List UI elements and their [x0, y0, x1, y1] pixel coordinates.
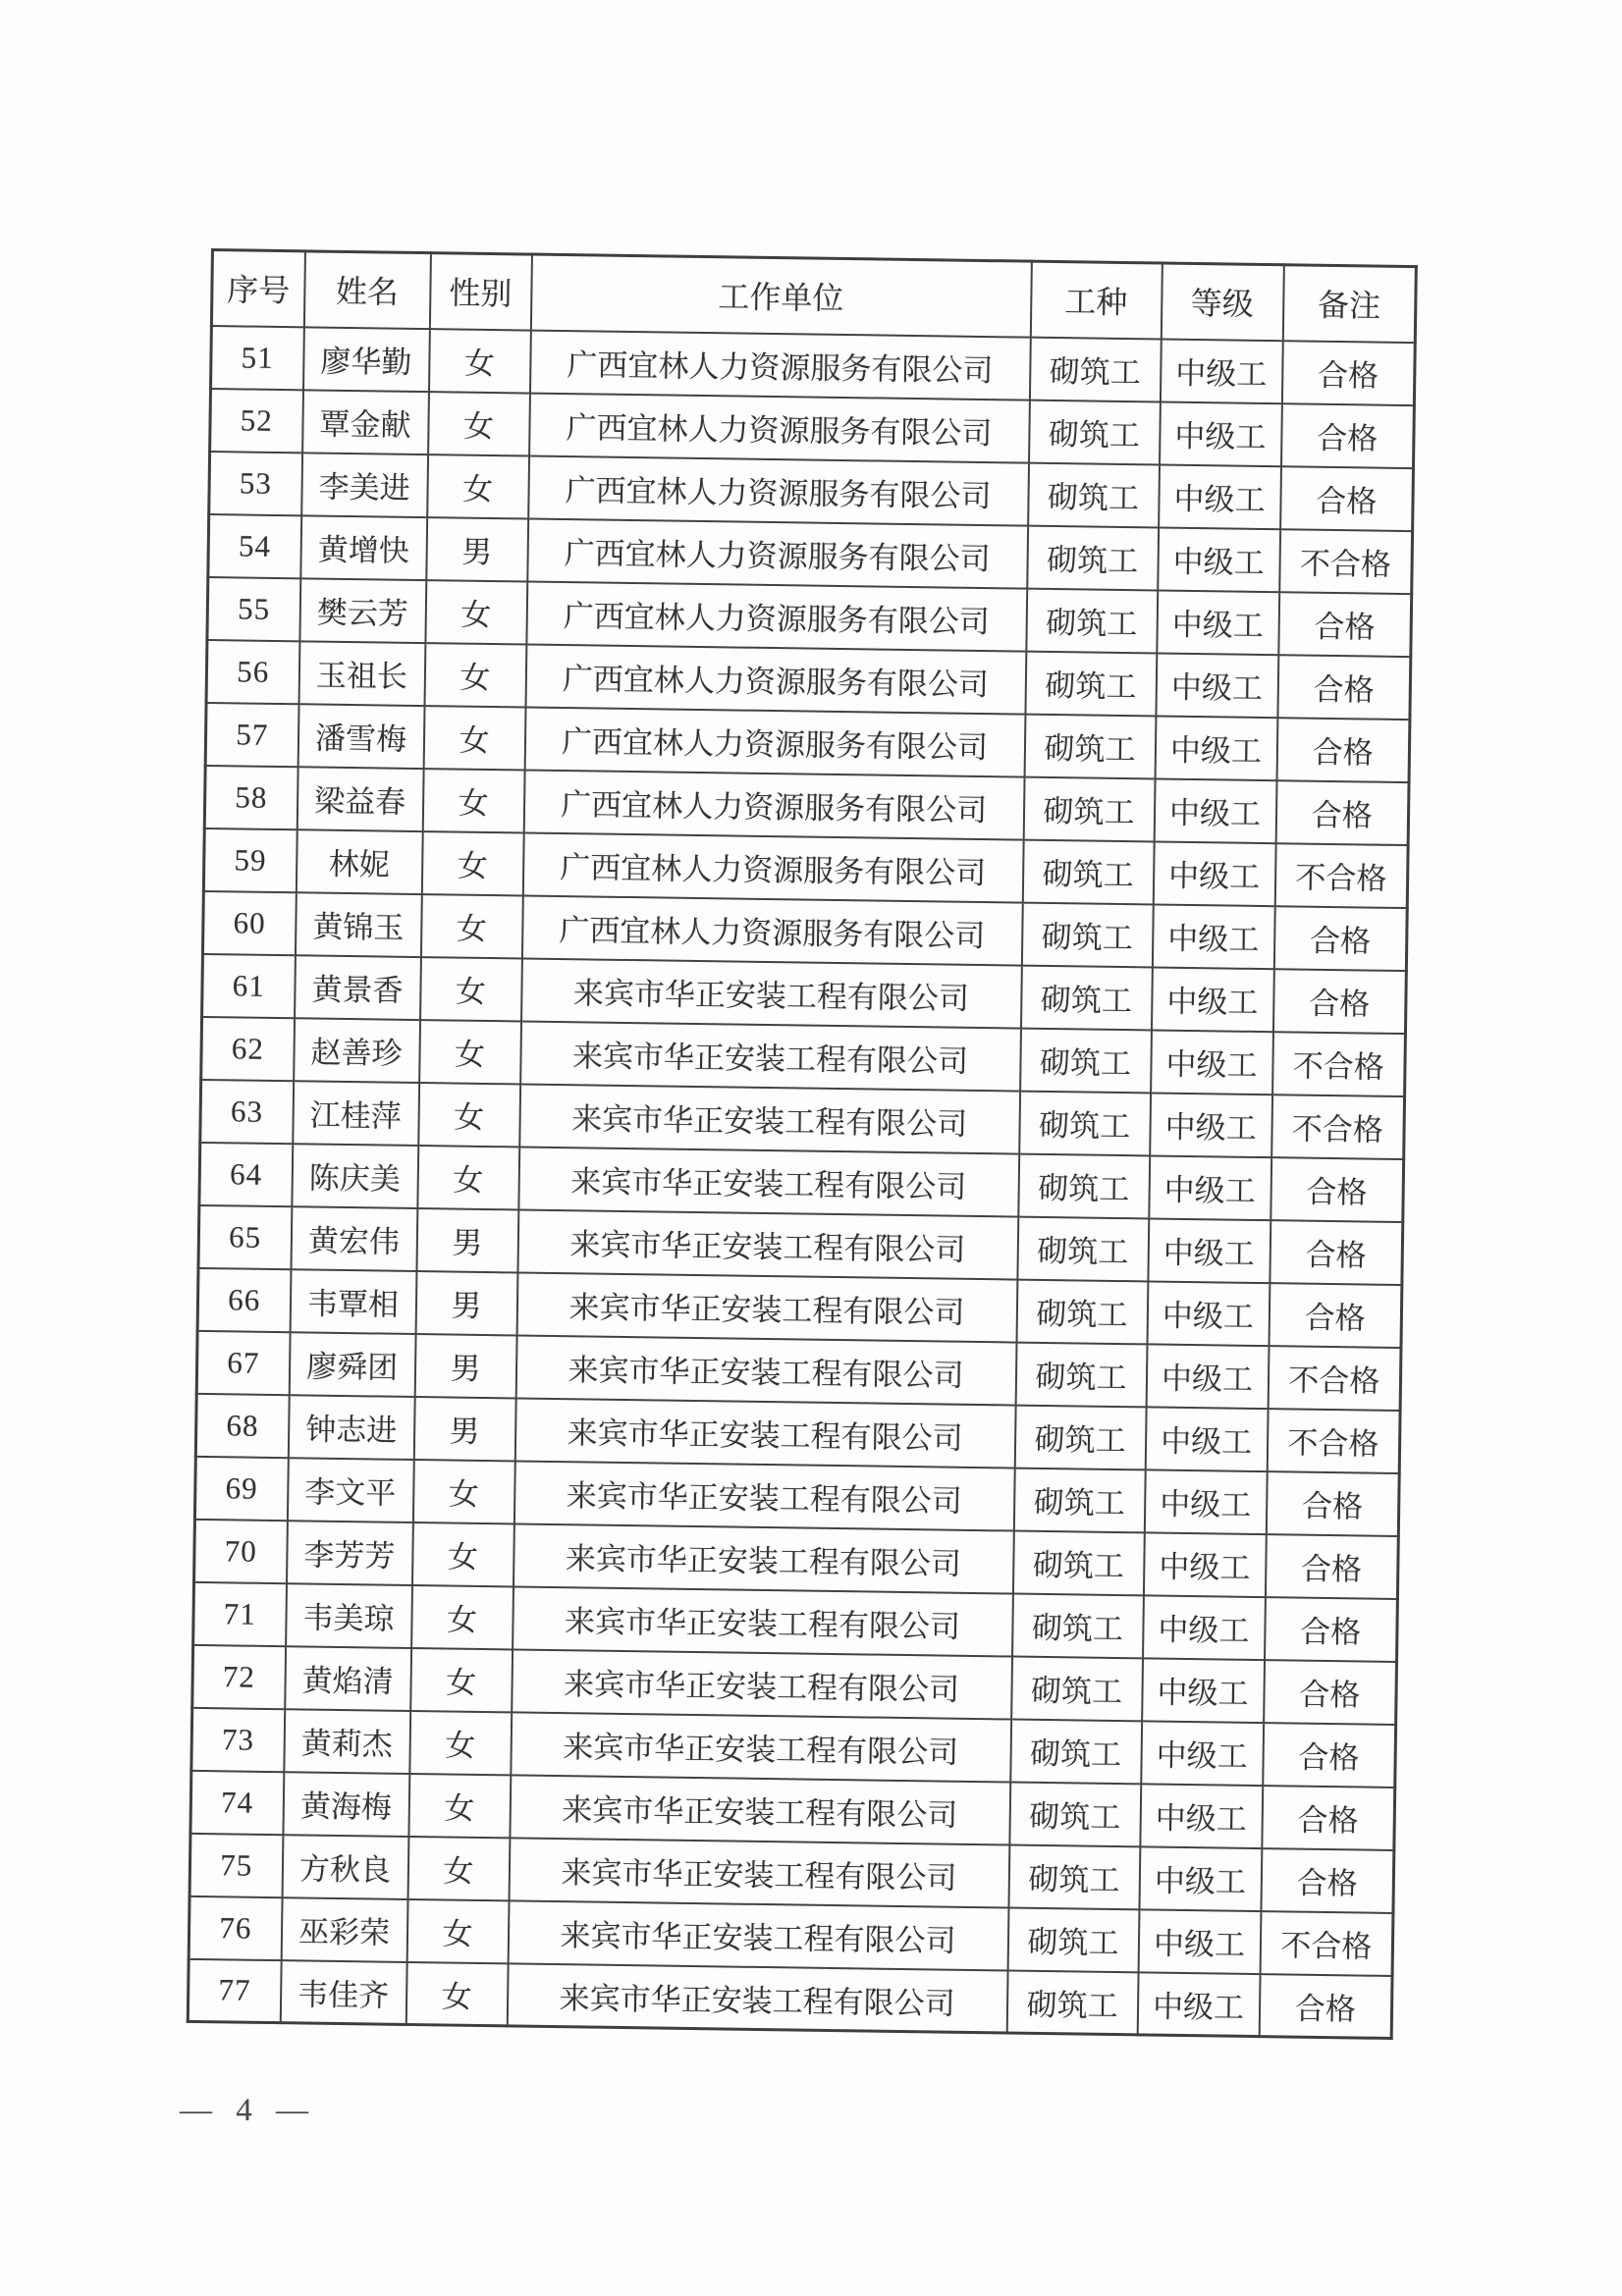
cell-remark: 合格	[1281, 341, 1415, 405]
cell-work-unit: 广西宜林人力资源服务有限公司	[521, 895, 1022, 965]
cell-trade: 砌筑工	[1018, 1153, 1150, 1218]
cell-trade: 砌筑工	[1009, 1782, 1141, 1846]
cell-trade: 砌筑工	[1012, 1530, 1144, 1595]
cell-name: 方秋良	[282, 1835, 408, 1899]
cell-index: 75	[189, 1833, 283, 1896]
cell-gender: 女	[412, 1522, 514, 1585]
cell-grade: 中级工	[1146, 1344, 1269, 1409]
cell-grade: 中级工	[1143, 1532, 1266, 1597]
cell-grade: 中级工	[1160, 401, 1282, 466]
cell-work-unit: 广西宜林人力资源服务有限公司	[529, 330, 1030, 400]
cell-trade: 砌筑工	[1012, 1593, 1144, 1658]
cell-name: 韦覃相	[290, 1269, 416, 1334]
cell-name: 韦佳齐	[280, 1960, 406, 2025]
cell-trade: 砌筑工	[1010, 1719, 1142, 1784]
cell-gender: 男	[415, 1271, 517, 1335]
cell-trade: 砌筑工	[1029, 337, 1161, 401]
cell-trade: 砌筑工	[1019, 1091, 1151, 1155]
cell-index: 73	[191, 1707, 285, 1771]
cell-trade: 砌筑工	[1007, 1907, 1139, 1972]
cell-work-unit: 来宾市华正安装工程有限公司	[511, 1712, 1011, 1782]
cell-trade: 砌筑工	[1026, 588, 1158, 653]
cell-remark: 合格	[1263, 1723, 1396, 1788]
cell-index: 60	[202, 890, 296, 954]
cell-name: 黄增快	[300, 515, 427, 580]
cell-remark: 合格	[1269, 1283, 1402, 1348]
cell-index: 53	[209, 452, 302, 515]
cell-index: 68	[195, 1393, 289, 1457]
cell-index: 57	[205, 702, 298, 766]
cell-name: 覃金献	[302, 390, 429, 454]
cell-grade: 中级工	[1149, 1155, 1271, 1220]
cell-work-unit: 广西宜林人力资源服务有限公司	[529, 393, 1030, 462]
cell-index: 58	[204, 765, 297, 828]
col-header-name: 姓名	[303, 251, 430, 329]
cell-trade: 砌筑工	[1025, 651, 1157, 716]
cell-trade: 砌筑工	[1022, 839, 1154, 904]
cell-gender: 女	[425, 580, 527, 644]
cell-work-unit: 广西宜林人力资源服务有限公司	[522, 832, 1023, 902]
cell-index: 76	[189, 1896, 282, 1959]
results-table	[187, 248, 1418, 2040]
cell-remark: 合格	[1275, 780, 1409, 845]
cell-grade: 中级工	[1158, 527, 1280, 592]
cell-name: 黄锦玉	[295, 892, 421, 957]
cell-remark: 合格	[1266, 1471, 1399, 1536]
cell-remark: 合格	[1262, 1786, 1395, 1850]
cell-work-unit: 来宾市华正安装工程有限公司	[519, 1084, 1020, 1153]
cell-work-unit: 来宾市华正安装工程有限公司	[516, 1272, 1017, 1342]
cell-index: 56	[206, 639, 299, 703]
cell-name: 巫彩荣	[281, 1897, 407, 1962]
cell-index: 64	[199, 1142, 293, 1205]
cell-index: 77	[188, 1958, 281, 2022]
cell-index: 66	[197, 1267, 291, 1331]
cell-gender: 女	[419, 1020, 521, 1084]
cell-gender: 男	[426, 517, 528, 581]
cell-name: 李文平	[287, 1458, 413, 1522]
cell-remark: 合格	[1272, 969, 1406, 1034]
cell-work-unit: 来宾市华正安装工程有限公司	[508, 1900, 1008, 1970]
cell-remark: 不合格	[1271, 1095, 1405, 1159]
cell-trade: 砌筑工	[1020, 1028, 1152, 1093]
cell-index: 54	[208, 513, 301, 577]
cell-gender: 女	[418, 1083, 520, 1147]
cell-index: 55	[207, 576, 300, 640]
cell-index: 72	[192, 1644, 286, 1708]
cell-grade: 中级工	[1160, 339, 1282, 403]
cell-grade: 中级工	[1144, 1469, 1267, 1534]
cell-remark: 合格	[1276, 718, 1410, 782]
cell-gender: 女	[410, 1647, 513, 1711]
cell-index: 65	[198, 1204, 292, 1268]
cell-trade: 砌筑工	[1015, 1342, 1147, 1407]
cell-name: 黄焰清	[285, 1646, 411, 1711]
cell-work-unit: 广西宜林人力资源服务有限公司	[526, 581, 1027, 651]
cell-gender: 女	[408, 1773, 511, 1837]
cell-remark: 合格	[1259, 1974, 1392, 2039]
cell-name: 江桂萍	[293, 1081, 419, 1146]
page-number: — 4 —	[180, 2093, 311, 2128]
cell-gender: 女	[411, 1584, 514, 1648]
cell-trade: 砌筑工	[1006, 1970, 1138, 2035]
cell-trade: 砌筑工	[1023, 776, 1155, 841]
col-header-gender: 性别	[429, 253, 531, 330]
cell-gender: 男	[416, 1208, 518, 1272]
cell-grade: 中级工	[1152, 904, 1274, 969]
col-header-remark: 备注	[1282, 265, 1416, 343]
cell-index: 69	[194, 1456, 288, 1520]
cell-work-unit: 来宾市华正安装工程有限公司	[509, 1838, 1009, 1907]
cell-remark: 合格	[1278, 592, 1412, 657]
cell-gender: 女	[407, 1836, 510, 1899]
cell-trade: 砌筑工	[1008, 1844, 1140, 1909]
cell-grade: 中级工	[1157, 590, 1279, 655]
cell-name: 林妮	[296, 829, 422, 894]
cell-trade: 砌筑工	[1024, 714, 1156, 778]
cell-name: 潘雪梅	[297, 704, 424, 769]
cell-trade: 砌筑工	[1020, 965, 1152, 1030]
cell-trade: 砌筑工	[1016, 1279, 1148, 1344]
cell-remark: 不合格	[1279, 529, 1413, 594]
cell-work-unit: 来宾市华正安装工程有限公司	[514, 1398, 1015, 1468]
cell-name: 黄景香	[295, 955, 421, 1020]
cell-index: 74	[190, 1770, 284, 1834]
col-header-work-unit: 工作单位	[530, 254, 1031, 337]
cell-name: 赵善珍	[294, 1018, 420, 1083]
cell-remark: 不合格	[1268, 1346, 1401, 1411]
cell-gender: 女	[406, 1898, 509, 1962]
cell-remark: 合格	[1265, 1534, 1398, 1599]
cell-work-unit: 广西宜林人力资源服务有限公司	[527, 518, 1028, 588]
cell-grade: 中级工	[1148, 1218, 1271, 1283]
cell-gender: 女	[428, 329, 530, 393]
cell-grade: 中级工	[1151, 1030, 1273, 1095]
cell-grade: 中级工	[1156, 653, 1278, 718]
cell-grade: 中级工	[1137, 1972, 1260, 2037]
cell-index: 61	[202, 953, 296, 1017]
cell-trade: 砌筑工	[1028, 462, 1160, 527]
cell-remark: 不合格	[1272, 1032, 1406, 1096]
cell-name: 韦美琼	[286, 1583, 412, 1648]
cell-gender: 男	[414, 1334, 516, 1398]
cell-work-unit: 广西宜林人力资源服务有限公司	[528, 455, 1029, 525]
cell-grade: 中级工	[1141, 1721, 1264, 1786]
cell-name: 黄海梅	[283, 1772, 409, 1837]
cell-trade: 砌筑工	[1029, 400, 1161, 464]
cell-grade: 中级工	[1142, 1658, 1265, 1723]
cell-name: 廖华勤	[303, 327, 430, 392]
cell-work-unit: 来宾市华正安装工程有限公司	[514, 1523, 1014, 1593]
cell-name: 黄宏伟	[291, 1206, 417, 1271]
cell-gender: 女	[406, 1961, 508, 2025]
cell-work-unit: 来宾市华正安装工程有限公司	[510, 1775, 1010, 1844]
cell-remark: 合格	[1280, 466, 1414, 531]
cell-work-unit: 来宾市华正安装工程有限公司	[517, 1209, 1018, 1279]
cell-name: 玉祖长	[298, 641, 425, 706]
cell-index: 63	[200, 1079, 294, 1143]
cell-remark: 不合格	[1274, 843, 1408, 908]
cell-gender: 女	[412, 1460, 514, 1523]
cell-remark: 合格	[1265, 1597, 1398, 1662]
cell-remark: 不合格	[1260, 1911, 1393, 1976]
cell-remark: 合格	[1264, 1660, 1397, 1725]
cell-name: 李芳芳	[287, 1521, 413, 1585]
cell-gender: 男	[413, 1397, 515, 1461]
cell-trade: 砌筑工	[1027, 525, 1159, 590]
cell-trade: 砌筑工	[1011, 1656, 1143, 1721]
cell-work-unit: 来宾市华正安装工程有限公司	[515, 1335, 1016, 1405]
cell-grade: 中级工	[1154, 778, 1276, 843]
cell-work-unit: 广西宜林人力资源服务有限公司	[524, 707, 1025, 776]
cell-trade: 砌筑工	[1021, 902, 1153, 967]
cell-name: 钟志进	[288, 1395, 414, 1460]
cell-grade: 中级工	[1155, 716, 1277, 780]
cell-index: 70	[194, 1519, 288, 1582]
cell-remark: 合格	[1261, 1848, 1394, 1913]
cell-index: 59	[203, 828, 297, 891]
cell-index: 51	[211, 326, 304, 390]
col-header-grade: 等级	[1161, 263, 1283, 341]
cell-index: 71	[193, 1581, 287, 1645]
cell-name: 李美进	[301, 453, 428, 517]
cell-gender: 女	[420, 894, 522, 958]
cell-work-unit: 来宾市华正安装工程有限公司	[507, 1963, 1007, 2033]
col-header-index: 序号	[211, 250, 304, 327]
cell-index: 52	[210, 389, 303, 453]
cell-gender: 女	[424, 643, 526, 707]
cell-name: 陈庆美	[292, 1144, 418, 1208]
cell-remark: 合格	[1271, 1157, 1404, 1222]
cell-remark: 合格	[1270, 1220, 1403, 1285]
cell-work-unit: 来宾市华正安装工程有限公司	[518, 1147, 1019, 1216]
cell-gender: 女	[421, 831, 523, 895]
cell-remark: 合格	[1277, 655, 1411, 720]
cell-grade: 中级工	[1143, 1595, 1266, 1660]
cell-grade: 中级工	[1153, 841, 1275, 906]
cell-grade: 中级工	[1159, 464, 1281, 529]
cell-work-unit: 广西宜林人力资源服务有限公司	[525, 644, 1026, 714]
cell-index: 62	[201, 1016, 295, 1080]
cell-trade: 砌筑工	[1014, 1405, 1146, 1469]
col-header-trade: 工种	[1030, 261, 1162, 339]
cell-work-unit: 来宾市华正安装工程有限公司	[512, 1649, 1012, 1719]
cell-gender: 女	[423, 706, 525, 770]
cell-remark: 合格	[1273, 906, 1407, 971]
cell-gender: 女	[422, 769, 524, 832]
cell-grade: 中级工	[1145, 1407, 1268, 1471]
cell-work-unit: 来宾市华正安装工程有限公司	[521, 958, 1022, 1028]
cell-grade: 中级工	[1140, 1784, 1263, 1848]
cell-name: 黄莉杰	[284, 1709, 410, 1774]
cell-grade: 中级工	[1139, 1846, 1262, 1911]
cell-gender: 女	[427, 454, 529, 518]
cell-trade: 砌筑工	[1017, 1216, 1149, 1281]
cell-work-unit: 来宾市华正安装工程有限公司	[520, 1021, 1021, 1091]
results-table-wrapper	[187, 248, 1415, 2040]
table-body	[188, 326, 1415, 2039]
cell-gender: 女	[409, 1710, 512, 1774]
cell-name: 梁益春	[297, 767, 423, 831]
cell-gender: 女	[417, 1146, 519, 1209]
cell-remark: 合格	[1281, 403, 1415, 468]
cell-work-unit: 来宾市华正安装工程有限公司	[513, 1586, 1013, 1656]
cell-gender: 女	[428, 392, 530, 455]
cell-name: 樊云芳	[299, 578, 426, 643]
cell-remark: 不合格	[1267, 1409, 1400, 1473]
cell-grade: 中级工	[1138, 1909, 1261, 1974]
cell-trade: 砌筑工	[1013, 1468, 1145, 1532]
cell-grade: 中级工	[1147, 1281, 1270, 1346]
cell-gender: 女	[420, 957, 522, 1021]
cell-work-unit: 来宾市华正安装工程有限公司	[514, 1461, 1014, 1530]
cell-grade: 中级工	[1151, 967, 1273, 1032]
cell-name: 廖舜团	[289, 1332, 415, 1397]
cell-work-unit: 广西宜林人力资源服务有限公司	[523, 770, 1024, 839]
cell-index: 67	[196, 1330, 290, 1394]
cell-grade: 中级工	[1150, 1093, 1272, 1157]
